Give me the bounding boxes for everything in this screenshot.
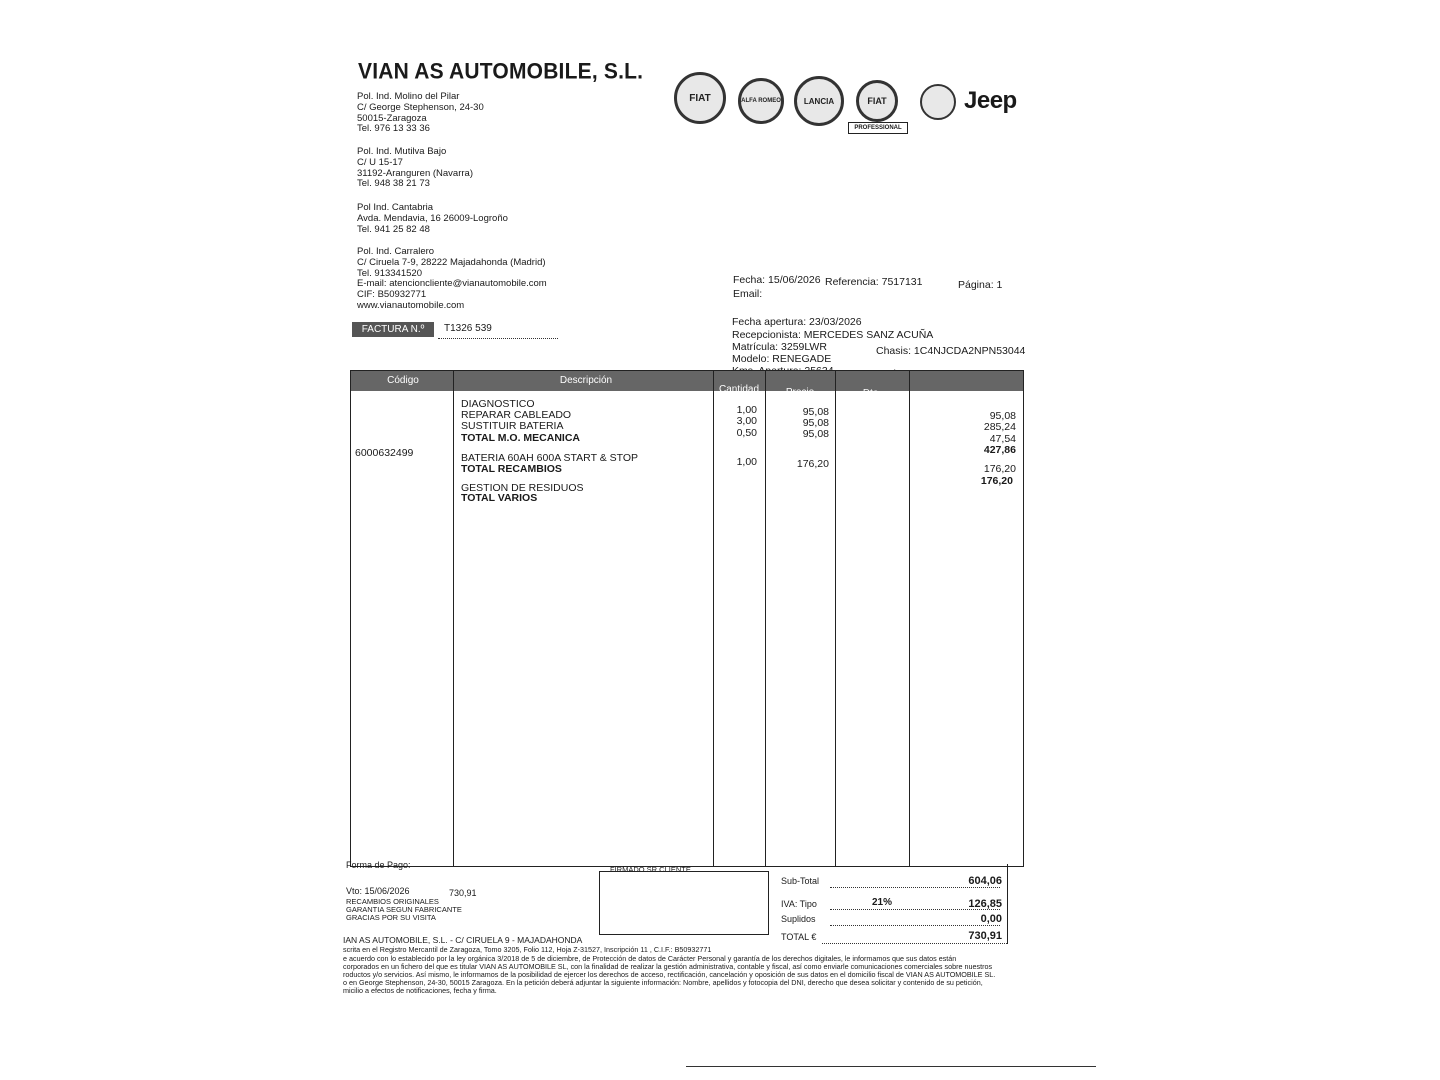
vehicle-model: Modelo: RENEGADE [732, 353, 832, 365]
fiat-professional-logo-icon: FIAT [856, 80, 898, 122]
subtotal-label: Sub-Total [781, 876, 820, 886]
table-header [351, 371, 1023, 402]
line-desc: SUSTITUIR BATERIA [461, 420, 564, 432]
header-codigo: Código [387, 375, 419, 386]
invoice-lines-table [350, 370, 1024, 867]
line-desc: TOTAL M.O. MECANICA [461, 432, 580, 444]
legal-privacy: e acuerdo con lo establecido por la ley orgánica 3/2018 de 5 de diciembre, de Protección de datos de Carácter Personal y garantía de los derechos digitales, le informamos que sus datos están [343, 954, 957, 963]
supplements-value: 0,00 [980, 913, 1002, 925]
invoice-email: Email: [733, 288, 763, 300]
subtotal-parts: 176,20 [980, 475, 1013, 487]
subtotal-value: 604,06 [968, 875, 1002, 887]
line-desc: REPARAR CABLEADO [461, 409, 572, 421]
line-desc: TOTAL VARIOS [461, 492, 538, 504]
jeep-logo: Jeep [964, 87, 1017, 114]
address-logrono: Pol Ind. Cantabria Avda. Mendavia, 16 26009-Logroño Tel. 941 25 82 48 [357, 202, 508, 235]
line-qty: 0,50 [736, 427, 757, 439]
professional-badge: PROFESSIONAL [848, 122, 908, 134]
legal-privacy: o en George Stephenson, 24-30, 50015 Zaragoza. En la petición deberá adjuntar la siguiente información: Nombre, apellidos y fotocopia del DNI, derecho que desea solicitar y contenido de su petición, [343, 978, 983, 987]
note-thanks: GRACIAS POR SU VISITA [346, 913, 436, 922]
address-zaragoza: Pol. Ind. Molino del Pilar C/ George Stephenson, 24-30 50015-Zaragoza Tel. 976 13 33 36 [357, 91, 484, 135]
opening-date: Fecha apertura: 23/03/2026 [732, 316, 862, 328]
line-code: 6000632499 [355, 447, 414, 459]
legal-privacy: micilio a efectos de notificaciones, fecha y firma. [343, 986, 497, 995]
supplements-dotline [830, 925, 1000, 926]
line-amount: 176,20 [983, 463, 1016, 475]
address-madrid: Pol. Ind. Carralero C/ Ciruela 7-9, 28222 Majadahonda (Madrid) Tel. 913341520 E-mail: atencioncliente@vianautomobile.com CIF: B50932771 www.vianautomobile.com [357, 246, 547, 311]
invoice-number-label: FACTURA N.º [352, 322, 434, 337]
header-descripcion: Descripción [559, 375, 613, 386]
due-amount: 730,91 [449, 888, 477, 898]
line-price: 95,08 [802, 428, 829, 440]
invoice-number: T1326 539 [444, 323, 492, 334]
brand-logos [668, 70, 1028, 140]
line-price: 176,20 [796, 458, 829, 470]
legal-privacy: corporados en un fichero del que es titular VIAN AS AUTOMOBILE SL, con la finalidad de realizar la gestión administrativa, contable y fiscal, así como enviarle comunicaciones comerciales sobre nuestros [343, 962, 993, 971]
totals-border [1007, 864, 1008, 944]
company-name: VIAN AS AUTOMOBILE, S.L. [358, 59, 644, 84]
line-qty: 3,00 [736, 415, 757, 427]
line-amount: 47,54 [989, 433, 1016, 445]
line-desc: DIAGNOSTICO [461, 398, 535, 410]
header-precio: Precio [785, 387, 815, 398]
line-price: 95,08 [802, 406, 829, 418]
line-desc: GESTION DE RESIDUOS [461, 482, 584, 494]
chassis-number: Chasis: 1C4NJCDA2NPN53044 [876, 345, 1026, 357]
signature-box [599, 871, 769, 935]
invoice-date: Fecha: 15/06/2026 [733, 274, 821, 286]
total-dotline [822, 943, 1007, 944]
legal-privacy: roductos y/o servicios. Así mismo, le informamos de la posibilidad de ejercer los derechos de acceso, rectificación, cancelación y oposición de sus datos en el domicilio fiscal de VIAN AS AUTOMOBILE SL. [343, 970, 996, 979]
fiat-logo-icon: FIAT [674, 72, 726, 124]
col-divider [713, 371, 714, 866]
receptionist: Recepcionista: MERCEDES SANZ ACUÑA [732, 329, 934, 341]
lancia-logo-icon: LANCIA [794, 76, 844, 126]
address-navarra: Pol. Ind. Mutilva Bajo C/ U 15-17 31192-Aranguren (Navarra) Tel. 948 38 21 73 [357, 146, 473, 190]
header-dto: Dto. [862, 388, 882, 399]
signature-label: FIRMADO SR.CLIENTE [610, 865, 691, 874]
line-amount: 95,08 [989, 410, 1016, 422]
total-label: TOTAL € [781, 932, 817, 942]
line-desc: TOTAL RECAMBIOS [461, 463, 562, 475]
line-qty: 1,00 [736, 456, 757, 468]
license-plate: Matrícula: 3259LWR [732, 341, 827, 353]
col-divider [453, 371, 454, 866]
legal-company: IAN AS AUTOMOBILE, S.L. - C/ CIRUELA 9 - MAJADAHONDA [343, 935, 583, 945]
subtotal-dotline [830, 887, 1000, 888]
line-desc: BATERIA 60AH 600A START & STOP [461, 452, 639, 464]
scan-edge-line [686, 1066, 1096, 1067]
note-warranty: GARANTIA SEGUN FABRICANTE [346, 905, 462, 914]
vat-value: 126,85 [968, 898, 1002, 910]
subtotal-labour: 427,86 [983, 444, 1016, 456]
total-value: 730,91 [968, 930, 1002, 942]
line-amount: 285,24 [983, 421, 1016, 433]
col-divider [909, 371, 910, 866]
invoice-number-underline [438, 338, 558, 339]
due-date: Vto: 15/06/2026 [346, 886, 410, 896]
abarth-logo-icon [920, 84, 956, 120]
invoice-page: Página: 1 [958, 279, 1003, 291]
legal-registry: scrita en el Registro Mercantil de Zaragoza, Tomo 3205, Folio 112, Hoja Z-31527, Inscripción 11 , C.I.F.: B50932771 [343, 945, 712, 954]
note-parts: RECAMBIOS ORIGINALES [346, 897, 439, 906]
col-divider [835, 371, 836, 866]
payment-method-label: Forma de Pago: [346, 860, 411, 870]
alfa-romeo-logo-icon: ALFA ROMEO [738, 78, 784, 124]
line-price: 95,08 [802, 417, 829, 429]
header-cantidad: Cantidad [718, 384, 760, 395]
supplements-label: Suplidos [781, 914, 816, 924]
invoice-reference: Referencia: 7517131 [825, 276, 923, 288]
line-qty: 1,00 [736, 404, 757, 416]
col-divider [765, 371, 766, 866]
header-importe: Importe [949, 391, 983, 402]
vat-rate: 21% [872, 897, 893, 908]
vat-label: IVA: Tipo [781, 899, 817, 909]
